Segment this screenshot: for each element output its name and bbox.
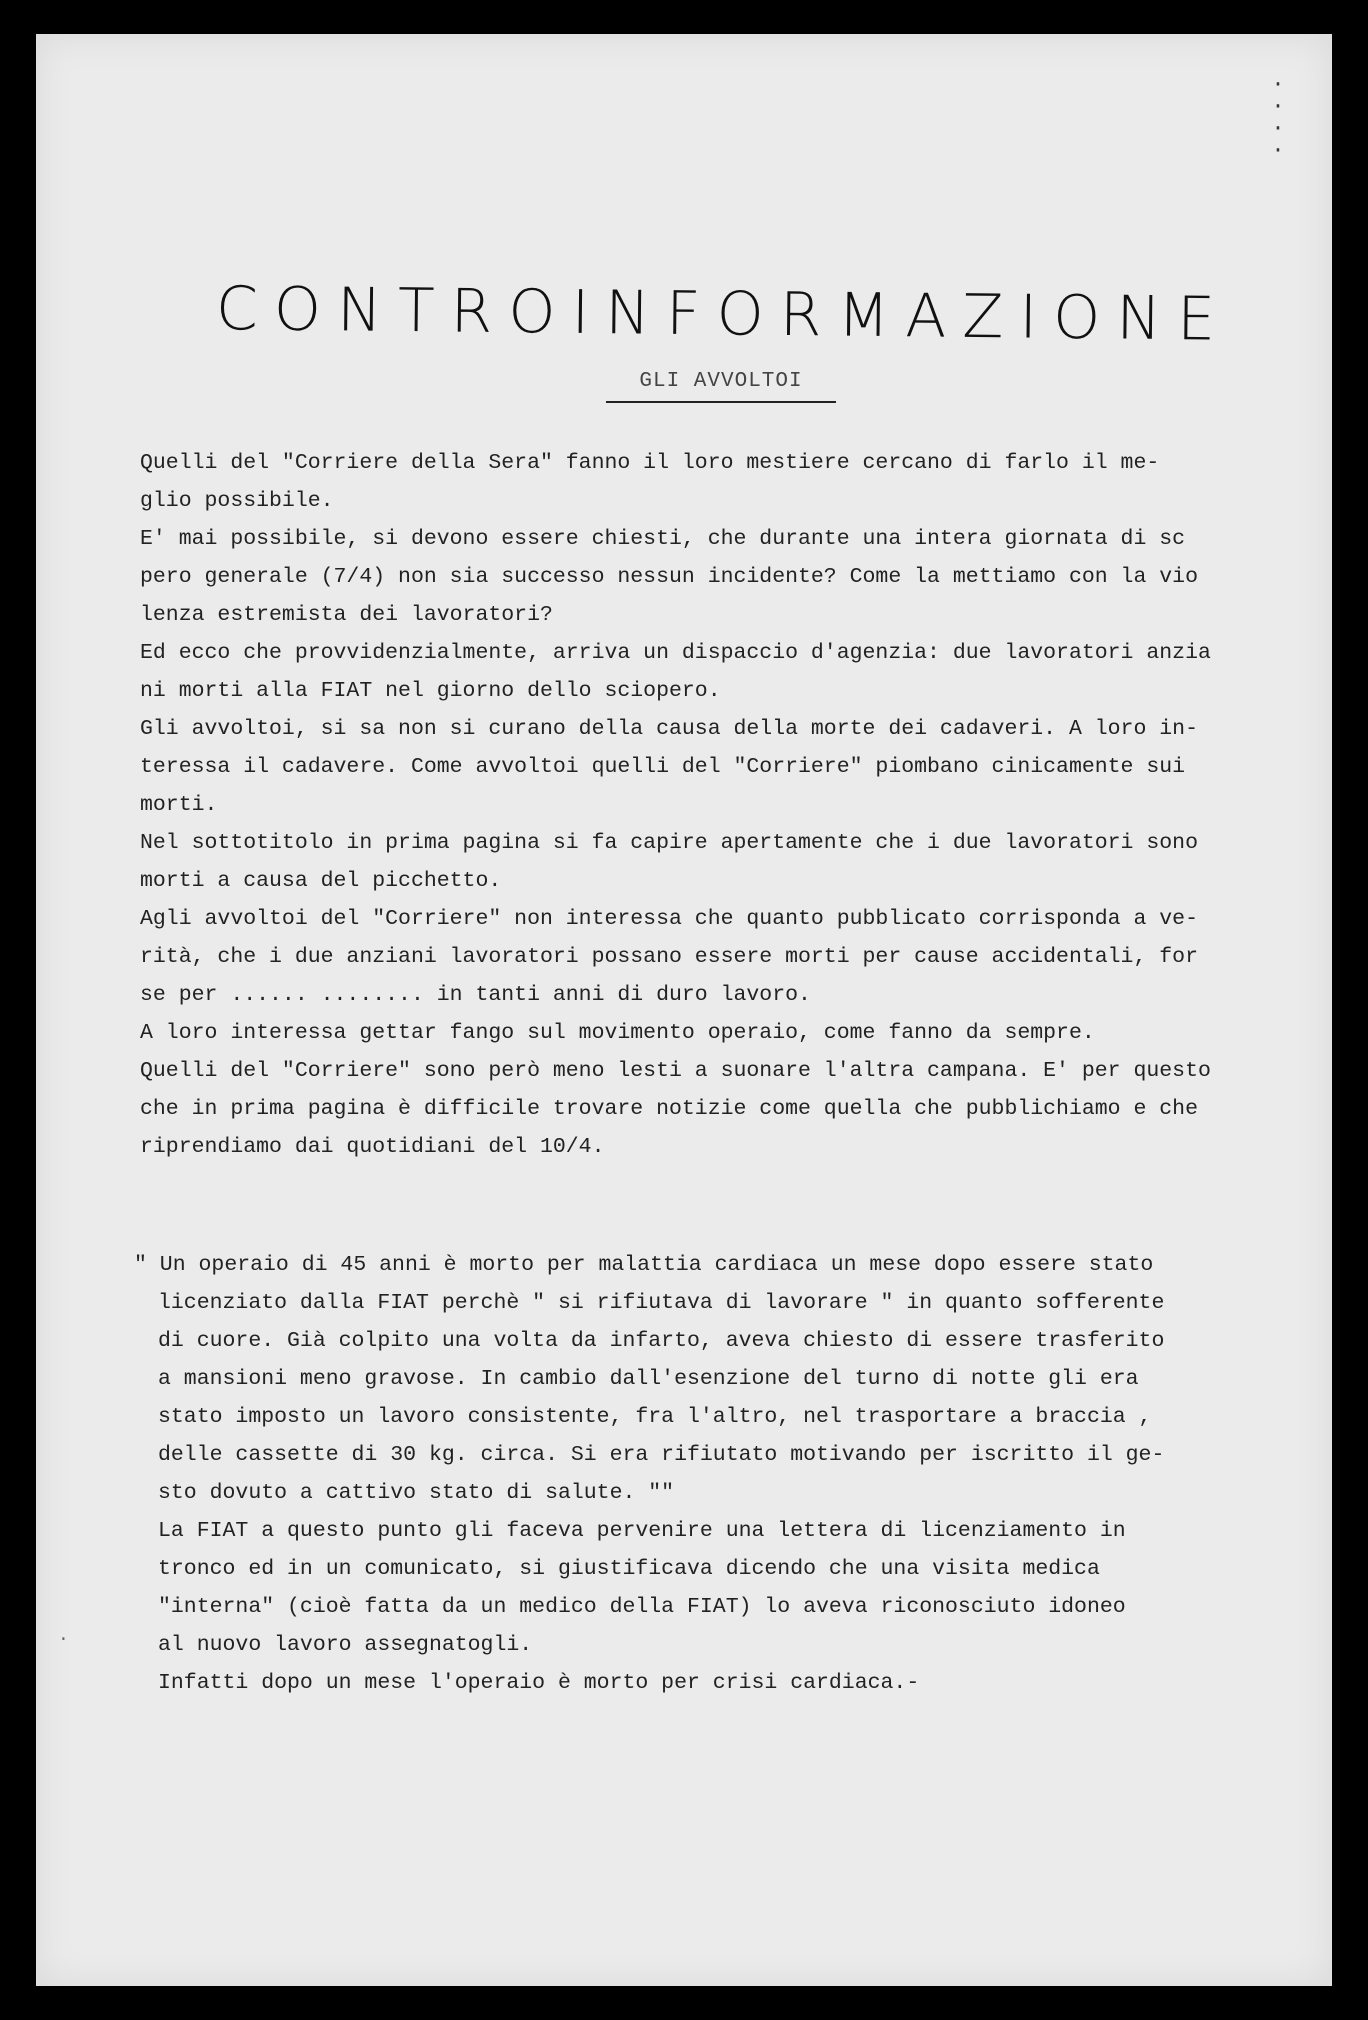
body-line: pero generale (7/4) non sia successo nessun incidente? Come la mettiamo con la vio [140,565,1198,589]
body-line: Quelli del "Corriere della Sera" fanno il loro mestiere cercano di farlo il me- [140,451,1160,475]
quote-line: Infatti dopo un mese l'operaio è morto per crisi cardiaca.- [158,1671,920,1695]
body-line: lenza estremista dei lavoratori? [140,603,553,627]
body-line: Nel sottotitolo in prima pagina si fa capire apertamente che i due lavoratori sono [140,831,1198,855]
body-line: Agli avvoltoi del "Corriere" non interessa che quanto pubblicato corrisponda a ve- [140,907,1198,931]
quote-line: La FIAT a questo punto gli faceva pervenire una lettera di licenziamento in [158,1519,1126,1543]
body-line: glio possibile. [140,489,334,513]
body-line: ni morti alla FIAT nel giorno dello sciopero. [140,679,721,703]
quote-line: " Un operaio di 45 anni è morto per malattia cardiaca un mese dopo essere stato [134,1253,1154,1277]
body-line: morti. [140,793,218,817]
body-line: E' mai possibile, si devono essere chiesti, che durante una intera giornata di sc [140,527,1186,551]
body-line: rità, che i due anziani lavoratori possano essere morti per cause accidentali, for [140,945,1198,969]
quote-line: "interna" (cioè fatta da un medico della FIAT) lo aveva riconosciuto idoneo [158,1595,1126,1619]
quote-line: stato imposto un lavoro consistente, fra l'altro, nel trasportare a braccia , [158,1405,1152,1429]
document-page [36,34,1332,1986]
body-line: teressa il cadavere. Come avvoltoi quelli del "Corriere" piombano cinicamente sui [140,755,1186,779]
body-line: riprendiamo dai quotidiani del 10/4. [140,1135,605,1159]
quoted-news-excerpt [134,1246,1294,1702]
body-line: morti a causa del picchetto. [140,869,502,893]
quote-line: sto dovuto a cattivo stato di salute. "" [158,1481,675,1505]
body-line: Ed ecco che provvidenzialmente, arriva un dispaccio d'agenzia: due lavoratori anzia [140,641,1211,665]
handwritten-header-title: CONTROINFORMAZIONE [215,274,1232,355]
quote-line: di cuore. Già colpito una volta da infarto, aveva chiesto di essere trasferito [158,1329,1165,1353]
quote-line: tronco ed in un comunicato, si giustificava dicendo che una visita medica [158,1557,1100,1581]
quote-line: licenziato dalla FIAT perchè " si rifiutava di lavorare " in quanto sofferente [158,1291,1165,1315]
margin-punch-marks: · · · · [1271,72,1285,163]
body-line: che in prima pagina è difficile trovare notizie come quella che pubblichiamo e che [140,1097,1198,1121]
body-line: Gli avvoltoi, si sa non si curano della causa della morte dei cadaveri. A loro in- [140,717,1198,741]
body-line: Quelli del "Corriere" sono però meno lesti a suonare l'altra campana. E' per questo [140,1059,1211,1083]
article-body [140,444,1300,1166]
quote-line: a mansioni meno gravose. In cambio dall'esenzione del turno di notte gli era [158,1367,1139,1391]
margin-scribble: · [58,1630,69,1650]
body-line: se per ...... ........ in tanti anni di duro lavoro. [140,983,811,1007]
body-line: A loro interessa gettar fango sul movimento operaio, come fanno da sempre. [140,1021,1095,1045]
quote-line: al nuovo lavoro assegnatogli. [158,1633,533,1657]
article-subtitle: GLI AVVOLTOI [606,370,836,403]
quote-line: delle cassette di 30 kg. circa. Si era rifiutato motivando per iscritto il ge- [158,1443,1165,1467]
